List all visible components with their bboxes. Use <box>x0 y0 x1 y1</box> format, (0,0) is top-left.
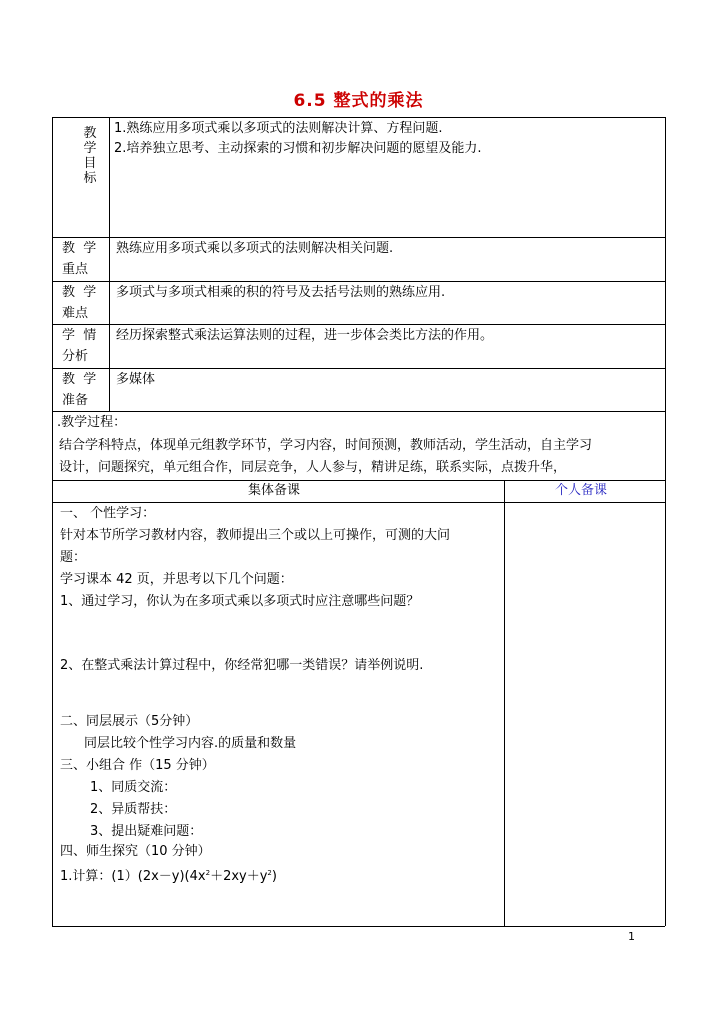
section-1-title: 一、 个性学习： <box>60 506 156 521</box>
difficulties-label-2: 难点 <box>62 306 89 321</box>
preparation-text: 多媒体 <box>116 372 156 387</box>
calc-end: ) <box>271 869 277 884</box>
table-bottom-border <box>52 926 665 927</box>
page-number: 1 <box>628 930 635 943</box>
question-2: 2、在整式乘法计算过程中，你经常犯哪一类错误？请举例说明. <box>60 658 424 673</box>
label-column-divider <box>109 117 110 411</box>
difficulties-text: 多项式与多项式相乘的积的符号及去括号法则的熟练应用. <box>116 285 446 300</box>
section-3-item-1: 1、同质交流： <box>90 780 177 795</box>
key-points-text: 熟练应用多项式乘以多项式的法则解决相关问题. <box>116 241 394 256</box>
table-right-border <box>665 117 666 926</box>
collective-prep-header: 集体备课 <box>248 483 301 498</box>
personal-prep-header: 个人备课 <box>555 483 608 498</box>
section-3-item-3: 3、提出疑难问题： <box>90 824 203 839</box>
exponent: 2 <box>267 869 272 877</box>
personal-column-divider <box>504 480 505 926</box>
preparation-label-1: 教 学 <box>62 372 97 387</box>
situation-label-2: 分析 <box>62 349 89 364</box>
section-1-task: 学习课本 42 页，并思考以下几个问题： <box>60 572 293 587</box>
calculation-problem <box>60 862 277 888</box>
calc-prefix: 1.计算：(1）(2x－y)(4x <box>60 869 206 884</box>
section-2-title: 二、同层展示（5分钟） <box>60 714 199 729</box>
process-heading: .教学过程： <box>57 415 127 430</box>
question-1: 1、通过学习，你认为在多项式乘以多项式时应注意哪些问题？ <box>60 594 420 609</box>
key-points-label-2: 重点 <box>62 262 89 277</box>
section-2-text: 同层比较个性学习内容.的质量和数量 <box>84 736 297 751</box>
goals-label: 教学目标 <box>83 126 97 186</box>
difficulties-label-1: 教 学 <box>62 285 97 300</box>
situation-text: 经历探索整式乘法运算法则的过程，进一步体会类比方法的作用。 <box>116 328 494 343</box>
section-1-intro-2: 题： <box>60 550 87 565</box>
process-line-2: 设计，问题探究，单元组合作，同层竞争，人人参与，精讲足练，联系实际，点拨升华， <box>59 460 567 475</box>
goals-line-1: 1.熟练应用多项式乘以多项式的法则解决计算、方程问题. <box>114 121 443 136</box>
calc-mid: ＋2xy＋y <box>210 869 268 884</box>
page-title: 6.5 整式的乘法 <box>293 91 424 111</box>
section-3-item-2: 2、异质帮扶： <box>90 802 177 817</box>
situation-label-1: 学 情 <box>62 328 97 343</box>
section-4-title: 四、师生探究（10 分钟） <box>60 844 211 859</box>
section-3-title: 三、小组合 作（15 分钟） <box>60 758 215 773</box>
goals-line-2: 2.培养独立思考、主动探索的习惯和初步解决问题的愿望及能力. <box>114 141 482 156</box>
row-divider <box>52 411 665 412</box>
key-points-label-1: 教 学 <box>62 241 97 256</box>
section-1-intro-1: 针对本节所学习教材内容，教师提出三个或以上可操作，可测的大问 <box>60 528 451 543</box>
process-line-1: 结合学科特点，体现单元组教学环节，学习内容，时间预测，教师活动，学生活动，自主学习 <box>59 438 593 453</box>
exponent: 2 <box>205 869 211 877</box>
preparation-label-2: 准备 <box>62 393 89 408</box>
table-left-border <box>52 117 53 926</box>
